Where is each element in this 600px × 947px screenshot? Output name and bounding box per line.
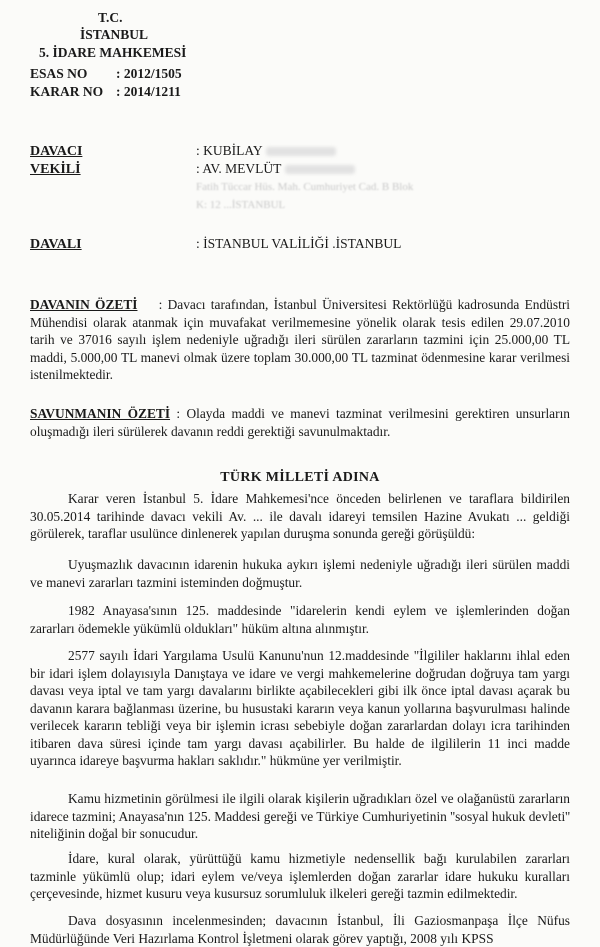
- vekili-line: [30, 161, 355, 178]
- davali-value: : İSTANBUL VALİLİĞİ .İSTANBUL: [196, 236, 402, 251]
- vekili-address-line-2: K: 12 ...İSTANBUL: [196, 199, 286, 211]
- redaction-mark: [266, 147, 336, 156]
- esas-line: [30, 66, 182, 82]
- savunma-ozeti-text: : Olayda maddi ve manevi tazminat verilmesini gerektiren unsurların oluşmadığı ileri sürülerek davanın reddi gerektiği savunulmaktadır.: [30, 406, 570, 439]
- body-paragraph-1: Karar veren İstanbul 5. İdare Mahkemesi'nce önceden belirlenen ve taraflara bildirilen 30.05.2014 tarihinde davacı vekili Av. ... ile davalı idareyi temsilen Hazine Avukatı ... geldiği görülerek, taraflar usulünce dinlenerek yapılan duruşma sonunda gereği görüşüldü:: [30, 491, 570, 541]
- davali-line: [30, 236, 401, 253]
- body-paragraph-2: Uyuşmazlık davacının idarenin hukuka aykırı işlemi nedeniyle uğradığı ileri sürülen maddi ve manevi zararları tazmini isteminden doğmuştur.: [30, 557, 570, 590]
- body-paragraph-3: 1982 Anayasa'sının 125. maddesinde "idarelerin kendi eylem ve işlemlerinden doğan zararları ödemekle yükümlü oldukları" hüküm altına alınmıştır.: [30, 603, 570, 636]
- country-heading: T.C.: [98, 10, 123, 25]
- karar-line: [30, 84, 181, 100]
- vekili-value: : AV. MEVLÜT: [196, 161, 282, 176]
- body-paragraph-4: 2577 sayılı İdari Yargılama Usulü Kanunu'nun 12.maddesinde "İlgililer haklarını ihlal eden bir idari işlem dolayısıyla Danıştaya ve idare ve vergi mahkemelerine doğrudan doğruya tam yargı davası veya iptal ve tam yargı davalarını birlikte açabilecekleri gibi ilk önce iptal davası açarak bu davanın karara bağlanması üzerine, bu husustaki kararın veya kanun yollarına başvurulması halinde verilecek kararın tebliği veya bir işlemin icrası sebebiyle doğan zararlardan dolayı icra tarihinden itibaren dava süresi içinde tam yargı davası açabilirler. Bu halde de ilgililerin 11 inci madde uyarınca idareye başvurma hakları saklıdır." hükmüne yer verilmiştir.: [30, 648, 570, 768]
- esas-value: : 2012/1505: [116, 66, 182, 81]
- savunma-ozeti-label: SAVUNMANIN ÖZETİ: [30, 406, 171, 421]
- davaci-value: : KUBİLAY: [196, 143, 263, 158]
- karar-value: : 2014/1211: [116, 84, 181, 99]
- court-heading: 5. İDARE MAHKEMESİ: [39, 45, 187, 60]
- redaction-mark: [285, 165, 355, 174]
- dava-ozeti-text: : Davacı tarafından, İstanbul Üniversitesi Rektörlüğü kadrosunda Endüstri Mühendisi olarak atanmak için muvafakat verilmemesine yönelik olarak tesis edilen 29.07.2010 tarih ve 37016 sayılı işlem nedeniyle uğradığı ileri sürülen zararların tazmini için 25.000,00 TL maddi, 5.000,00 TL manevi olmak üzere toplam 30.000,00 TL tazminat ödenmesine karar verilmesi istenilmektedir.: [30, 297, 570, 382]
- savunma-ozeti-paragraph: [30, 405, 570, 440]
- davaci-line: [30, 143, 336, 160]
- vekili-address-line-1: Fatih Tüccar Hüs. Mah. Cumhuriyet Cad. B Blok: [196, 181, 414, 193]
- davali-label: DAVALI: [30, 237, 82, 252]
- city-heading: İSTANBUL: [80, 27, 149, 42]
- esas-label: ESAS NO: [30, 66, 88, 81]
- body-paragraph-5: Kamu hizmetinin görülmesi ile ilgili olarak kişilerin uğradıkları özel ve olağanüstü zararların idarece tazmini; Anayasa'nın 125. Maddesi gereği ve Türkiye Cumhuriyetinin ''sosyal hukuk devleti'' niteliğinin doğal bir sonucudur.: [30, 791, 570, 841]
- turk-milleti-adina-heading: TÜRK MİLLETİ ADINA: [220, 470, 380, 485]
- vekili-label: VEKİLİ: [30, 162, 81, 177]
- davaci-label: DAVACI: [30, 144, 83, 159]
- dava-ozeti-label: DAVANIN ÖZETİ: [30, 297, 138, 312]
- dava-ozeti-paragraph: [30, 296, 570, 384]
- karar-label: KARAR NO: [30, 84, 104, 99]
- body-paragraph-7: Dava dosyasının incelenmesinden; davacının İstanbul, İli Gaziosmanpaşa İlçe Nüfus Müdürlüğünde Veri Hazırlama Kontrol İşletmeni olarak görev yaptığı, 2008 yılı KPSS: [30, 913, 570, 946]
- body-paragraph-6: İdare, kural olarak, yürüttüğü kamu hizmetiyle nedensellik bağı kurulabilen zararları tazminle yükümlü olup; idari eylem ve/veya işlemlerden doğan zararlar idare hukuku kuralları çerçevesinde, hizmet kusuru veya kusursuz sorumluluk ilkeleri gereği tazmin edilmektedir.: [30, 851, 570, 901]
